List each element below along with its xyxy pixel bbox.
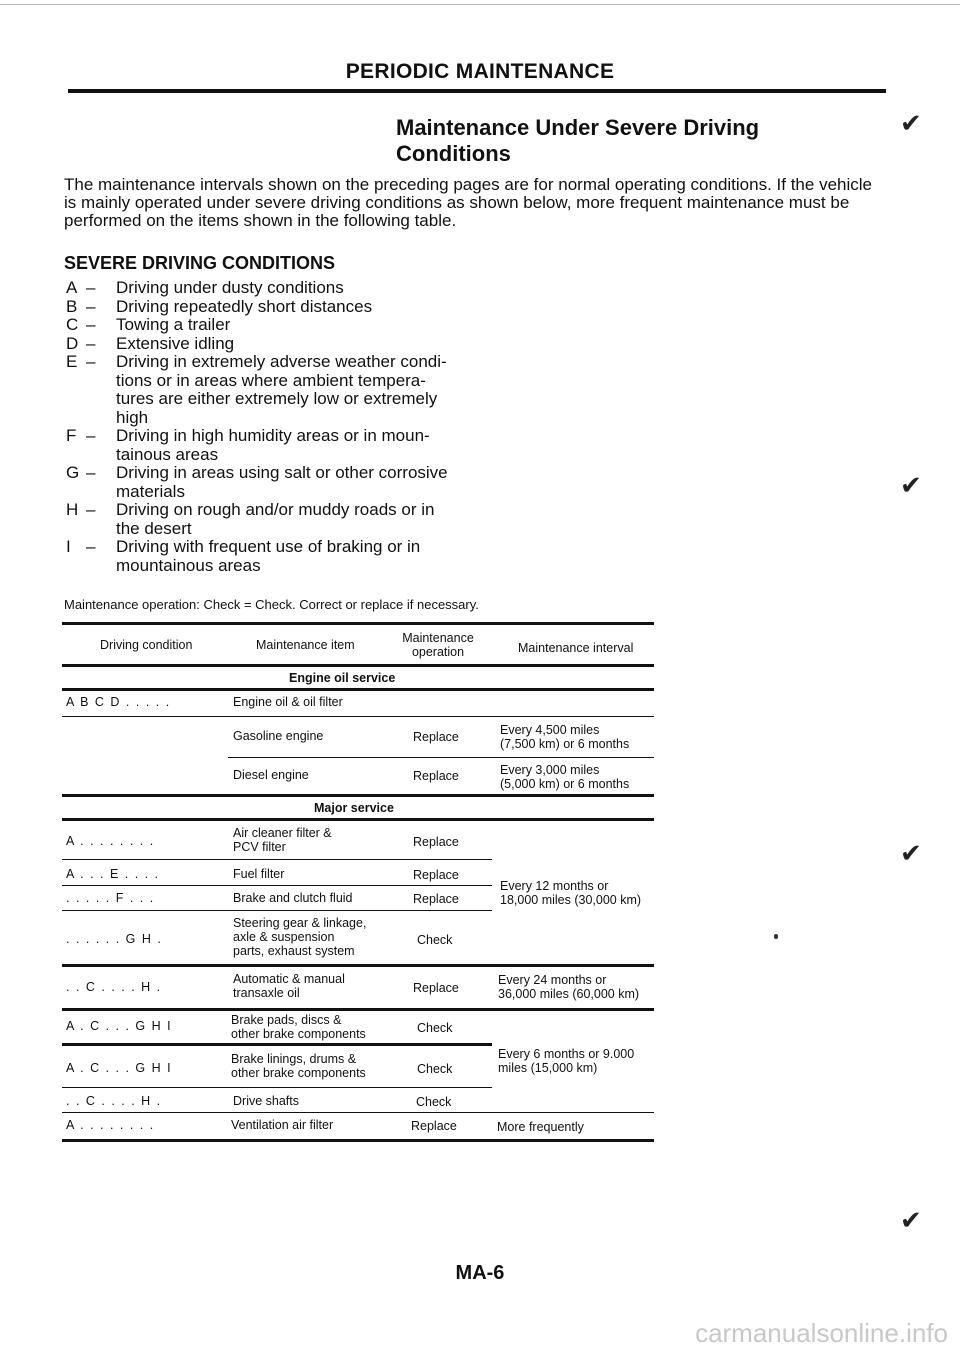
row-divider — [62, 910, 492, 911]
condition-text: Towing a trailer — [116, 315, 231, 334]
intro-line: The maintenance intervals shown on the preceding pages are for normal operating conditions. If the vehicle — [64, 175, 872, 194]
condition-text: tions or in areas where ambient tempera- — [116, 370, 426, 390]
condition-item: E – Driving in extremely adverse weather condi- tions or in areas where ambient tempera- tures are either extremely low or extremely high — [64, 353, 464, 427]
row-air-cleaner-item: Air cleaner filter & PCV filter — [233, 826, 332, 854]
row-ventilation-conditions: A . . . . . . . . — [66, 1118, 155, 1132]
section-rule — [62, 794, 654, 797]
condition-letter: D — [66, 333, 79, 353]
top-border-line — [0, 4, 960, 5]
row-transaxle-operation: Replace — [413, 981, 459, 995]
row-divider — [62, 885, 492, 886]
condition-text: materials — [116, 481, 185, 501]
intro-line: is mainly operated under severe driving conditions as shown below, more frequent maintenance must be — [64, 193, 850, 212]
condition-item: G – Driving in areas using salt or other corrosive materials — [64, 464, 464, 501]
row-divider — [62, 1087, 492, 1088]
condition-text: Driving with frequent use of braking or in — [116, 537, 421, 556]
row-ventilation-interval: More frequently — [497, 1120, 584, 1134]
condition-letter: E — [66, 352, 78, 371]
row-divider — [62, 964, 654, 967]
col-header-maintenance-interval: Maintenance interval — [518, 641, 634, 655]
row-divider — [228, 757, 654, 758]
row-brake-linings-item: Brake linings, drums & other brake components — [231, 1052, 366, 1080]
check-mark-icon: ✔ — [900, 1205, 922, 1235]
row-divider — [62, 716, 654, 717]
row-brake-linings-conditions: A . C . . . G H I — [66, 1061, 173, 1075]
row-divider — [62, 1008, 654, 1011]
row-fuel-filter-item: Fuel filter — [233, 867, 285, 881]
row-divider — [62, 1112, 654, 1113]
watermark: carmanualsonline.info — [695, 1318, 948, 1348]
row-steering-conditions: . . . . . . G H . — [66, 932, 163, 946]
row-brake-fluid-operation: Replace — [413, 892, 459, 906]
row-ventilation-operation: Replace — [411, 1119, 457, 1133]
row-steering-item: Steering gear & linkage, axle & suspension parts, exhaust system — [233, 916, 367, 958]
condition-letter: A — [66, 278, 78, 297]
header-rule — [68, 89, 886, 93]
check-mark-icon: ✔ — [900, 838, 922, 868]
row-brake-linings-operation: Check — [417, 1062, 453, 1076]
row-ventilation-item: Ventilation air filter — [231, 1118, 334, 1132]
row-engine-oil-conditions: A B C D . . . . . — [66, 695, 171, 709]
operation-note: Maintenance operation: Check = Check. Correct or replace if necessary. — [64, 597, 479, 612]
row-divider — [62, 859, 492, 860]
row-brake-fluid-item: Brake and clutch fluid — [233, 891, 353, 905]
condition-item: H – Driving on rough and/or muddy roads or in the desert — [64, 501, 464, 538]
section-rule — [62, 818, 654, 821]
conditions-title: SEVERE DRIVING CONDITIONS — [64, 253, 336, 273]
condition-item: I – Driving with frequent use of braking or in mountainous areas — [64, 538, 464, 575]
condition-item: D – Extensive idling — [64, 335, 464, 354]
condition-text: high — [116, 407, 149, 427]
check-mark-icon: ✔ — [900, 470, 922, 500]
intro-line: performed on the items shown in the following table. — [64, 211, 457, 230]
row-drive-shafts-conditions: . . C . . . . H . — [66, 1094, 162, 1108]
row-brake-pads-conditions: A . C . . . G H I — [66, 1019, 173, 1033]
intro-paragraph — [64, 176, 884, 230]
table-bottom-rule — [62, 1139, 654, 1142]
condition-text: tures are either extremely low or extremely — [116, 389, 438, 408]
row-steering-operation: Check — [417, 933, 453, 947]
check-mark-icon: ✔ — [900, 108, 922, 138]
interval-12-months: Every 12 months or 18,000 miles (30,000 km) — [500, 879, 642, 907]
condition-letter: F — [66, 426, 77, 445]
row-drive-shafts-item: Drive shafts — [233, 1094, 299, 1108]
stray-mark — [774, 934, 778, 939]
condition-text: Driving in areas using salt or other corrosive — [116, 463, 448, 482]
row-drive-shafts-operation: Check — [416, 1095, 452, 1109]
row-gasoline-item: Gasoline engine — [233, 729, 324, 743]
row-divider — [62, 1043, 492, 1046]
condition-item: C – Towing a trailer — [64, 316, 464, 335]
condition-letter: G — [66, 463, 80, 482]
section-rule — [62, 688, 654, 691]
row-diesel-interval: Every 3,000 miles (5,000 km) or 6 months — [500, 763, 630, 791]
condition-letter: I — [66, 537, 71, 556]
section-title-line-2: Conditions — [396, 141, 511, 166]
condition-letter: H — [66, 500, 79, 519]
section-major-service: Major service — [314, 801, 394, 815]
condition-text: mountainous areas — [116, 555, 261, 575]
condition-item: A – Driving under dusty conditions — [64, 279, 464, 298]
row-diesel-operation: Replace — [413, 769, 459, 783]
row-fuel-filter-operation: Replace — [413, 868, 459, 882]
condition-letter: C — [66, 315, 79, 334]
row-air-cleaner-conditions: A . . . . . . . . — [66, 834, 155, 848]
page-header: PERIODIC MAINTENANCE — [345, 60, 615, 83]
row-brake-pads-item: Brake pads, discs & other brake components — [231, 1013, 366, 1041]
row-brake-fluid-conditions: . . . . . F . . . — [66, 891, 155, 905]
row-transaxle-conditions: . . C . . . . H . — [66, 980, 162, 994]
row-brake-pads-operation: Check — [417, 1021, 453, 1035]
condition-text: Driving repeatedly short distances — [116, 296, 373, 316]
condition-text: Driving in high humidity areas or in moun- — [116, 426, 430, 445]
page-number: MA-6 — [455, 1262, 505, 1284]
condition-text: tainous areas — [116, 444, 219, 464]
condition-text: Driving under dusty conditions — [116, 278, 344, 297]
row-transaxle-interval: Every 24 months or 36,000 miles (60,000 km) — [498, 973, 640, 1001]
condition-text: the desert — [116, 518, 192, 538]
row-engine-oil-item: Engine oil & oil filter — [233, 695, 343, 709]
row-transaxle-item: Automatic & manual transaxle oil — [233, 972, 345, 1000]
row-air-cleaner-operation: Replace — [413, 835, 459, 849]
section-title-line-1: Maintenance Under Severe Driving — [396, 115, 760, 140]
row-fuel-filter-conditions: A . . . E . . . . — [66, 867, 160, 881]
row-diesel-item: Diesel engine — [233, 768, 309, 782]
section-engine-oil-service: Engine oil service — [289, 671, 396, 685]
row-gasoline-interval: Every 4,500 miles (7,500 km) or 6 months — [500, 723, 630, 751]
table-header-rule — [62, 664, 654, 667]
col-header-driving-condition: Driving condition — [100, 638, 193, 652]
section-title — [396, 115, 759, 167]
condition-text: Extensive idling — [116, 333, 235, 353]
condition-text: Driving in extremely adverse weather condi- — [116, 352, 447, 371]
condition-item: B – Driving repeatedly short distances — [64, 298, 464, 317]
condition-item: F – Driving in high humidity areas or in moun- tainous areas — [64, 427, 464, 464]
condition-letter: B — [66, 296, 78, 316]
conditions-list — [64, 279, 464, 575]
col-header-maintenance-item: Maintenance item — [256, 638, 355, 652]
interval-6-months: Every 6 months or 9.000 miles (15,000 km) — [498, 1047, 635, 1075]
col-header-maintenance-operation: Maintenance operation — [402, 631, 474, 659]
row-gasoline-operation: Replace — [413, 730, 459, 744]
table-top-rule — [62, 622, 654, 625]
condition-text: Driving on rough and/or muddy roads or in — [116, 500, 435, 519]
